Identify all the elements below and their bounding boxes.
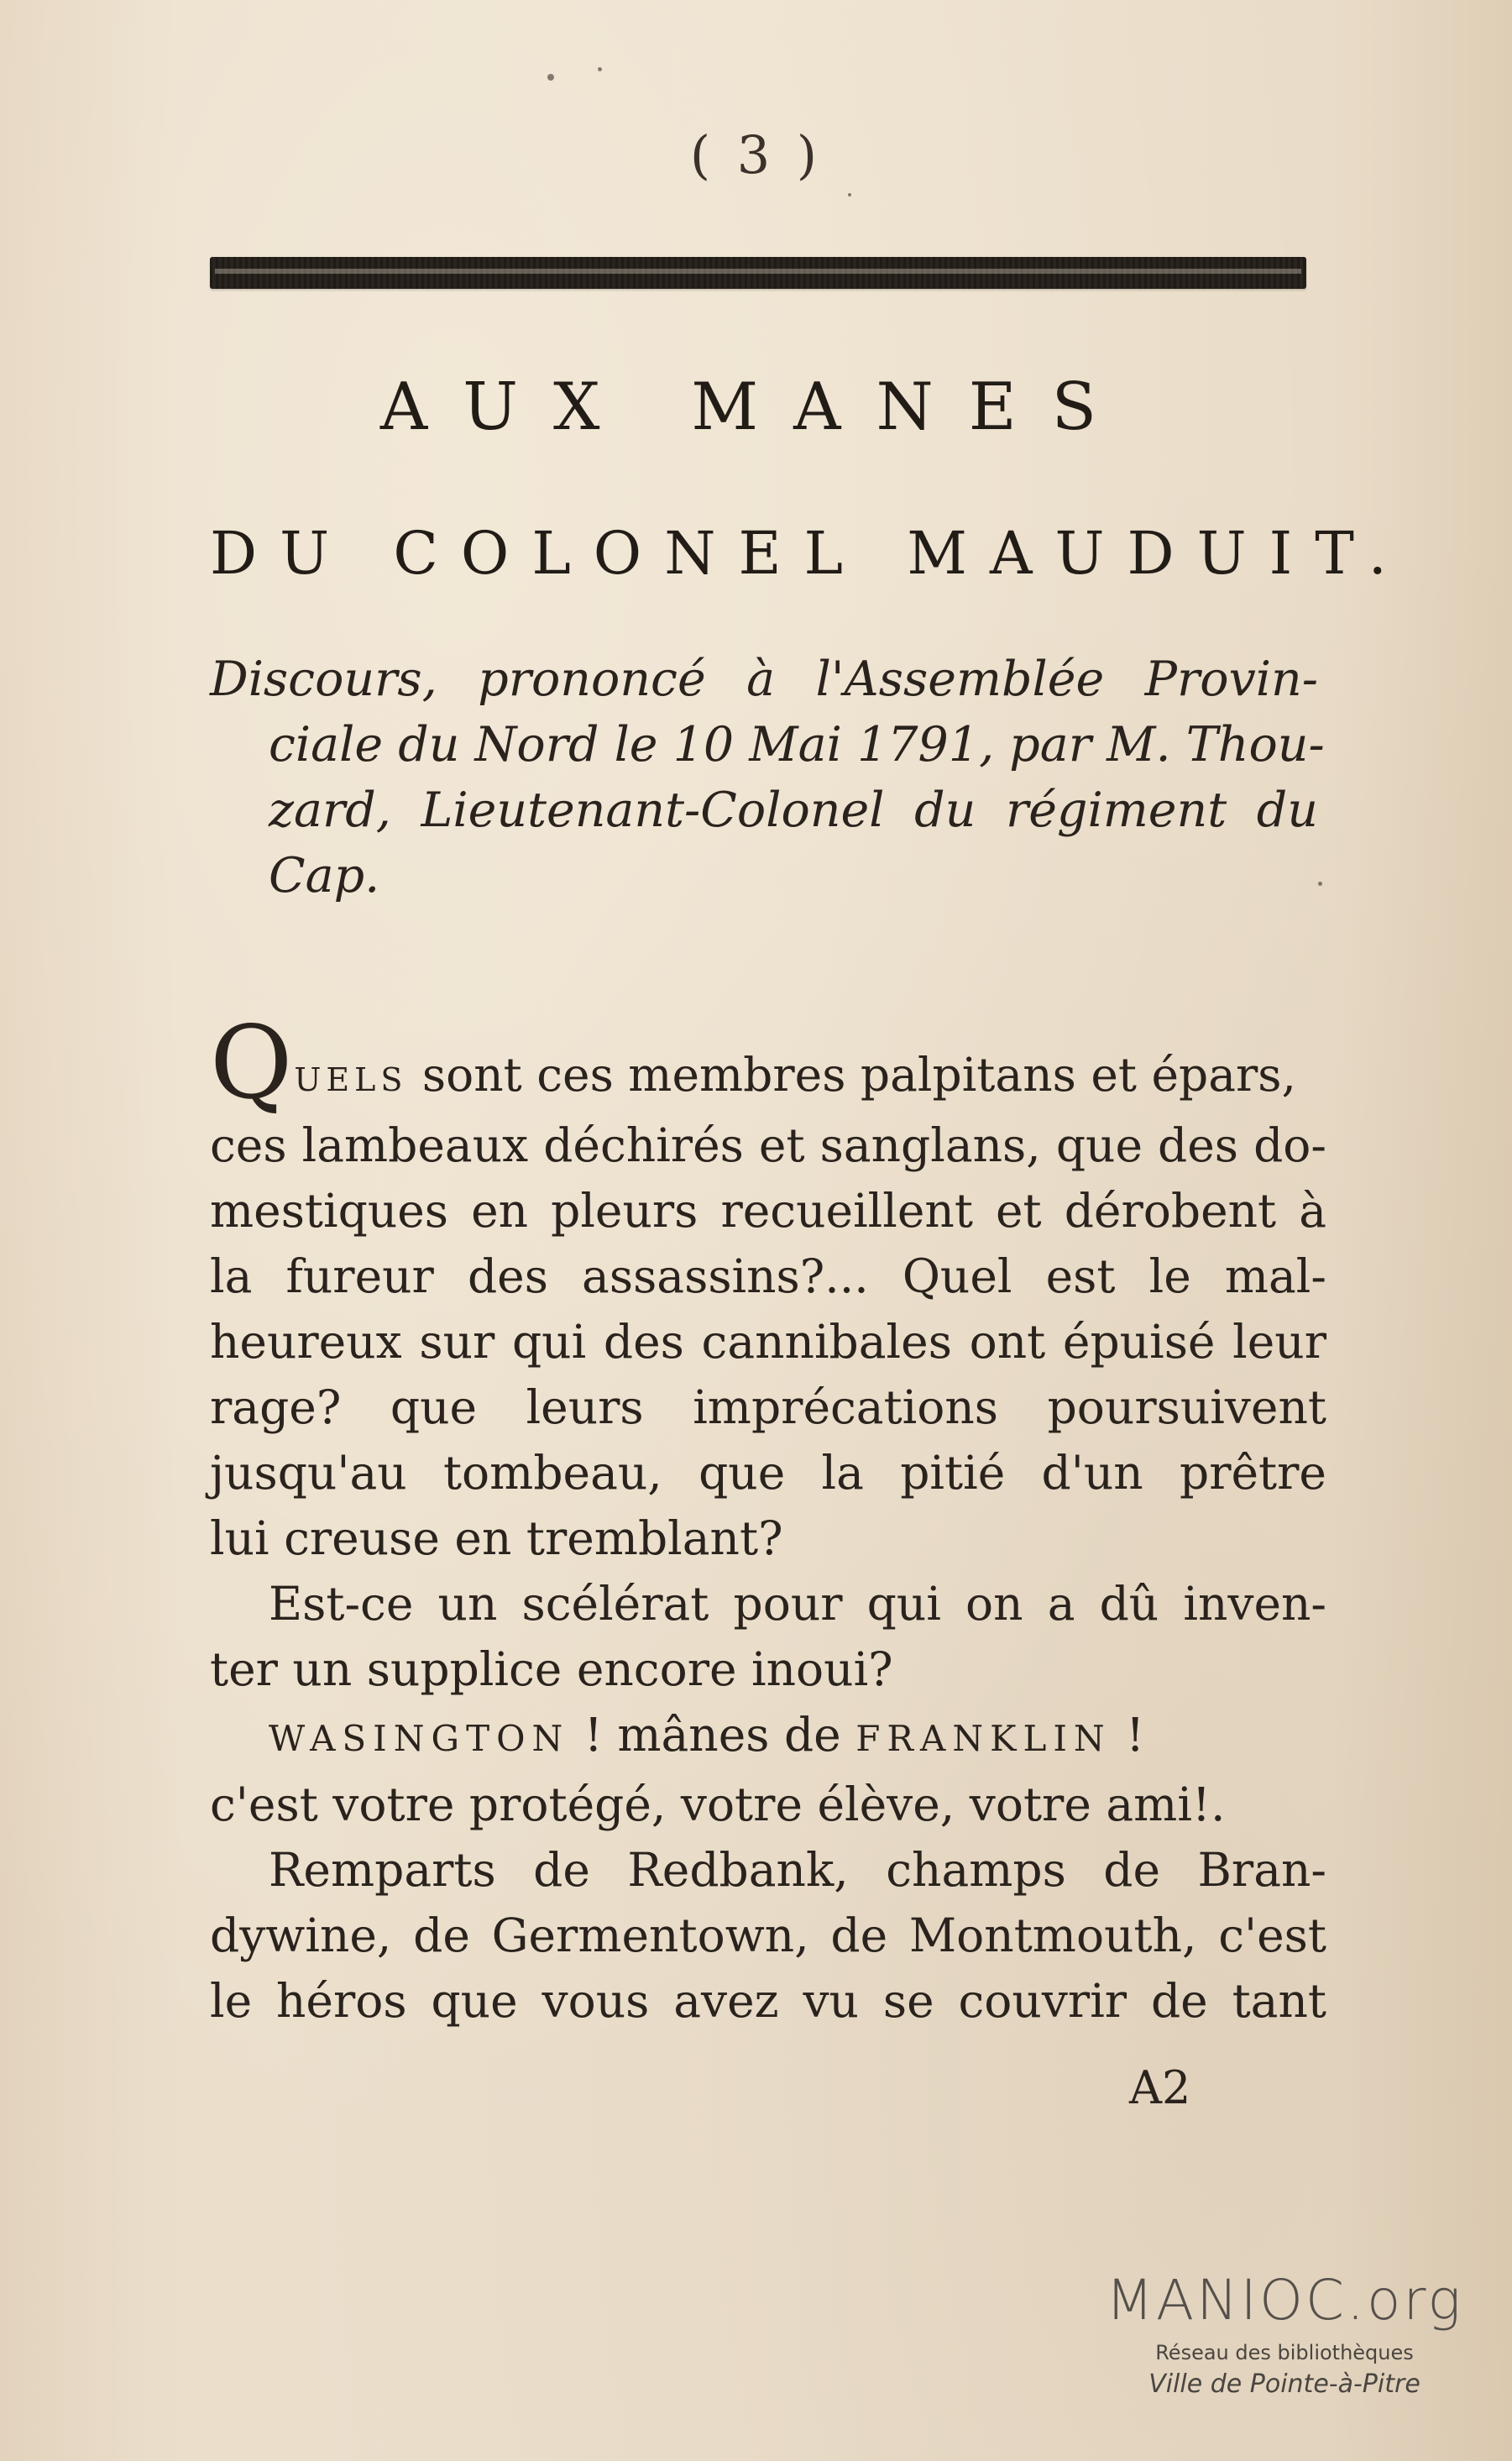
body-line-text: ! mânes de — [569, 1708, 856, 1762]
intro-paragraph — [210, 647, 1325, 908]
paper-speck — [1318, 882, 1322, 886]
paper-speck — [598, 67, 602, 71]
body-line: le héros que vous avez vu se couvrir de tant — [210, 1974, 1326, 2028]
body-line-text: sont ces membres palpitans et épars, — [407, 1048, 1297, 1102]
watermark-network: Réseau des bibliothèques — [1155, 2341, 1414, 2364]
body-line-text: ! — [1111, 1708, 1145, 1762]
body-line: ces lambeaux déchirés et sanglans, que des do- — [210, 1118, 1326, 1172]
body-line-first — [210, 1005, 1326, 1122]
heading-subtitle: DU COLONEL MAUDUIT. — [210, 519, 1410, 588]
body-line: dywine, de Germentown, de Montmouth, c'est — [210, 1909, 1326, 1962]
body-line: heureux sur qui des cannibales ont épuisé leur — [210, 1315, 1326, 1369]
intro-line: Cap. — [269, 848, 380, 903]
body-line: mestiques en pleurs recueillent et dérobent à — [210, 1184, 1326, 1238]
paper-speck — [848, 193, 851, 196]
name-washington: WASINGTON — [269, 1718, 570, 1759]
body-line: jusqu'au tombeau, que la pitié d'un prêtre — [210, 1446, 1326, 1500]
intro-line: Discours, prononcé à l'Assemblée Provin- — [210, 652, 1318, 707]
ornamental-rule — [210, 257, 1306, 289]
paper-speck — [547, 74, 554, 81]
signature-mark: A2 — [1129, 2061, 1191, 2114]
intro-line: zard, Lieutenant-Colonel du régiment du — [269, 783, 1318, 838]
manioc-logo: MANIOC.org — [1106, 2268, 1463, 2333]
body-text — [210, 1005, 1326, 2034]
small-caps-word: UELS — [294, 1061, 408, 1098]
drop-cap: Q — [210, 1005, 293, 1122]
body-line — [210, 1702, 1326, 1772]
body-line: lui creuse en tremblant? — [210, 1511, 783, 1565]
body-line: rage? que leurs imprécations poursuivent — [210, 1380, 1326, 1434]
body-line: Est-ce un scélérat pour qui on a dû inven- — [269, 1577, 1326, 1631]
body-line: c'est votre protégé, votre élève, votre ami!. — [210, 1778, 1226, 1831]
body-line: ter un supplice encore inoui? — [210, 1642, 893, 1696]
watermark-library: Ville de Pointe-à-Pitre — [1148, 2369, 1420, 2399]
intro-line: ciale du Nord le 10 Mai 1791, par M. Thou- — [269, 717, 1325, 772]
name-franklin: FRANKLIN — [855, 1718, 1112, 1759]
manioc-watermark — [1091, 2267, 1478, 2399]
body-line: la fureur des assassins?... Quel est le mal- — [210, 1249, 1326, 1303]
body-line: Remparts de Redbank, champs de Bran- — [269, 1843, 1326, 1897]
heading-title: AUX MANES — [379, 369, 1133, 445]
page-number: ( 3 ) — [689, 124, 823, 186]
